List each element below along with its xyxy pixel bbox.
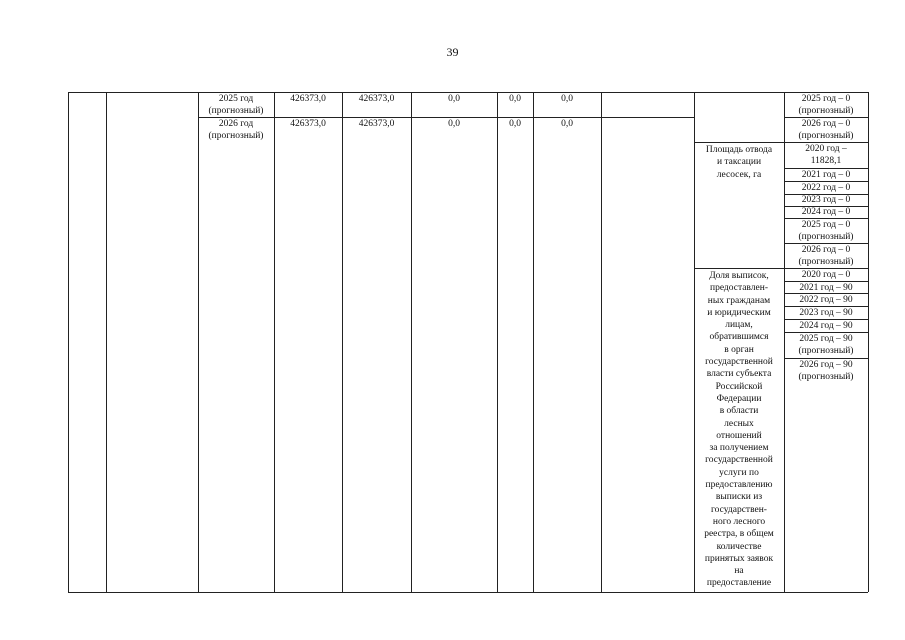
indicator-value: 2026 год – 90 (прогнозный) [798, 360, 854, 383]
value-cell: 0,0 [561, 94, 573, 104]
indicator-value: 2026 год – 0 (прогнозный) [798, 119, 854, 142]
column-divider [198, 92, 199, 592]
indicator-value: 2026 год – 0 (прогнозный) [798, 245, 854, 268]
value-cell: 426373,0 [290, 94, 326, 104]
indicator-name: Площадь отвода и таксации лесосек, га [705, 145, 773, 180]
year-cell: 2025 год (прогнозный) [208, 94, 264, 117]
column-divider [411, 92, 412, 592]
indicator-value: 2024 год – 90 [799, 321, 853, 331]
indicator-value: 2022 год – 0 [801, 183, 851, 193]
value-cell: 426373,0 [358, 94, 395, 104]
indicator-name: Доля выписок, предоставлен- ных гражданам и юридическим лицам, обратившимся в орган государственной власти субъекта Российской Федерации в области лесных отношений за получением государственной услуги по предоставлению выписки из государствен- ного лесного реестра, в общем количестве принятых заявок на предоставление [704, 271, 774, 589]
value-cell: 0,0 [448, 119, 460, 129]
indicator-value: 2020 год – 11828,1 [805, 144, 847, 167]
indicator-value: 2025 год – 90 (прогнозный) [798, 334, 854, 357]
indicator-value: 2020 год – 0 [801, 270, 851, 280]
indicator-value: 2023 год – 90 [799, 308, 853, 318]
column-divider [497, 92, 498, 592]
indicator-value: 2025 год – 0 (прогнозный) [798, 220, 854, 243]
indicator-value: 2024 год – 0 [801, 207, 851, 217]
data-table [68, 92, 868, 592]
indicator-value: 2023 год – 0 [801, 195, 851, 205]
value-cell: 0,0 [509, 119, 521, 129]
value-cell: 0,0 [509, 94, 521, 104]
column-divider [106, 92, 107, 592]
value-cell: 426373,0 [290, 119, 326, 129]
table-border-right [868, 92, 869, 592]
indicator-value: 2021 год – 90 [799, 283, 853, 293]
table-border-bottom [68, 592, 868, 593]
column-divider [342, 92, 343, 592]
indicator-value: 2025 год – 0 (прогнозный) [798, 94, 854, 117]
indicator-value: 2021 год – 0 [801, 170, 851, 180]
value-cell: 0,0 [448, 94, 460, 104]
column-divider [533, 92, 534, 592]
column-divider [601, 92, 602, 592]
column-divider [274, 92, 275, 592]
table-border-left [68, 92, 69, 592]
value-cell: 426373,0 [358, 119, 395, 129]
page-number: 39 [446, 45, 459, 59]
indicator-value: 2022 год – 90 [799, 295, 853, 305]
value-cell: 0,0 [561, 119, 573, 129]
year-cell: 2026 год (прогнозный) [208, 119, 264, 142]
